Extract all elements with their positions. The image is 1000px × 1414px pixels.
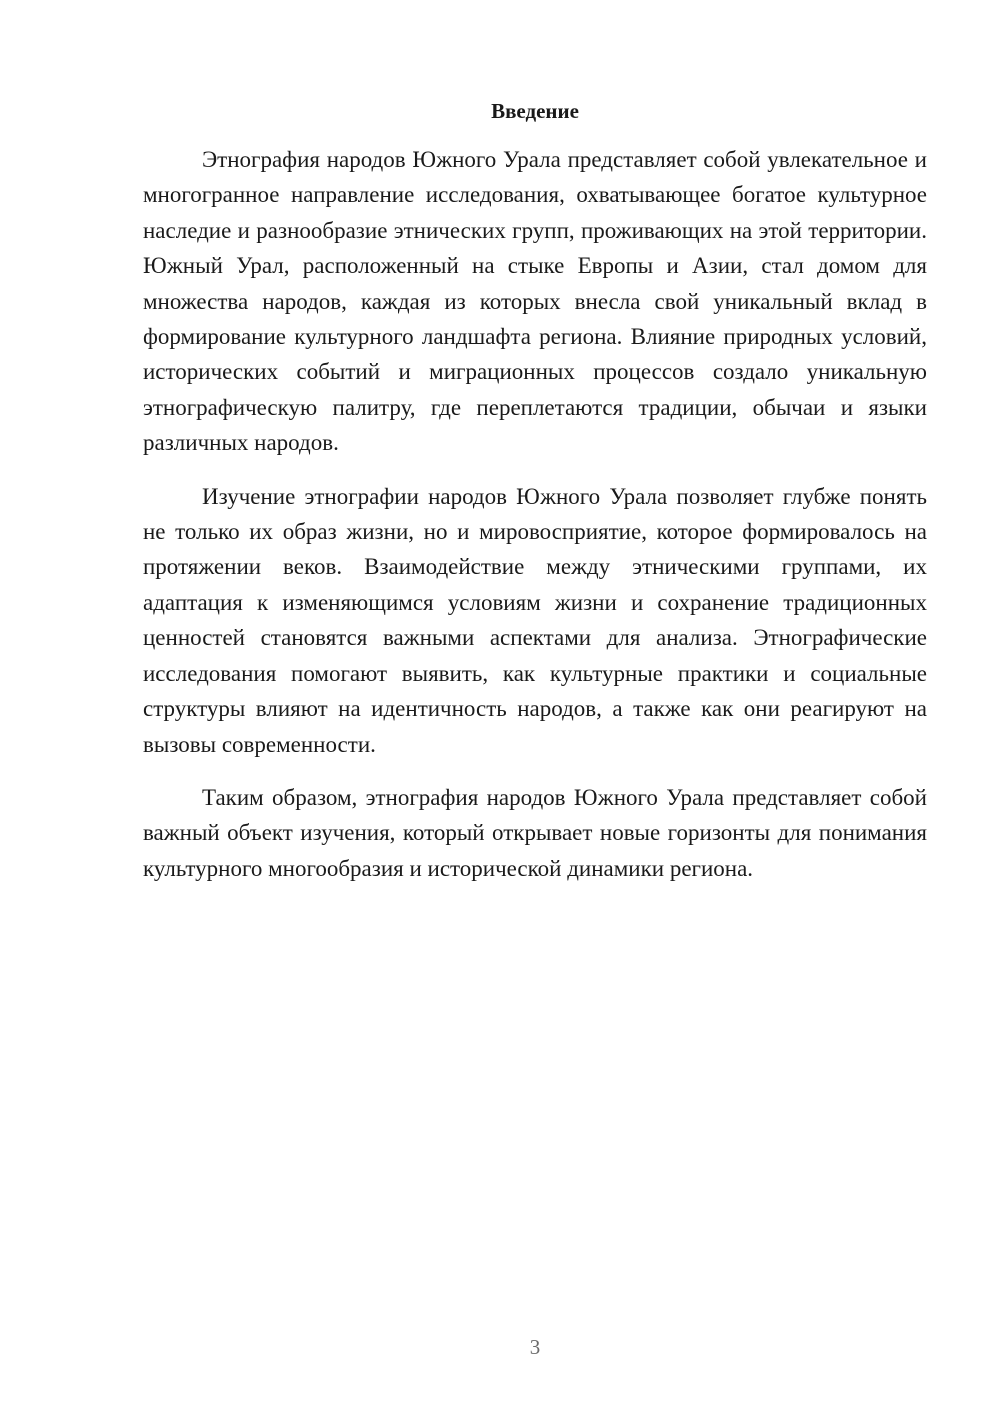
page-number: 3 bbox=[529, 1335, 541, 1359]
document-body bbox=[143, 142, 927, 904]
page-title: Введение bbox=[491, 99, 579, 123]
paragraph-2: Изучение этнографии народов Южного Урала позволяет глубже понять не только их образ жизни, но и мировосприятие, которое формировалось на протяжении веков. Взаимодействие между этническими группами, их адаптация к изменяющимся условиям жизни и сохранение традиционных ценностей становятся важными аспектами для анализа. Этнографические исследования помогают выявить, как культурные практики и социальные структуры влияют на идентичность народов, а также как они реагируют на вызовы современности. bbox=[143, 483, 927, 757]
paragraph-1: Этнография народов Южного Урала представляет собой увлекательное и многогранное направление исследования, охватывающее богатое культурное наследие и разнообразие этнических групп, проживающих на этой территории. Южный Урал, расположенный на стыке Европы и Азии, стал домом для множества народов, каждая из которых внесла свой уникальный вклад в формирование культурного ландшафта региона. Влияние природных условий, исторических событий и миграционных процессов создало уникальную этнографическую палитру, где переплетаются традиции, обычаи и языки различных народов. bbox=[143, 147, 927, 456]
paragraph-3: Таким образом, этнография народов Южного Урала представляет собой важный объект изучения, который открывает новые горизонты для понимания культурного многообразия и исторической динамики региона. bbox=[143, 784, 927, 881]
